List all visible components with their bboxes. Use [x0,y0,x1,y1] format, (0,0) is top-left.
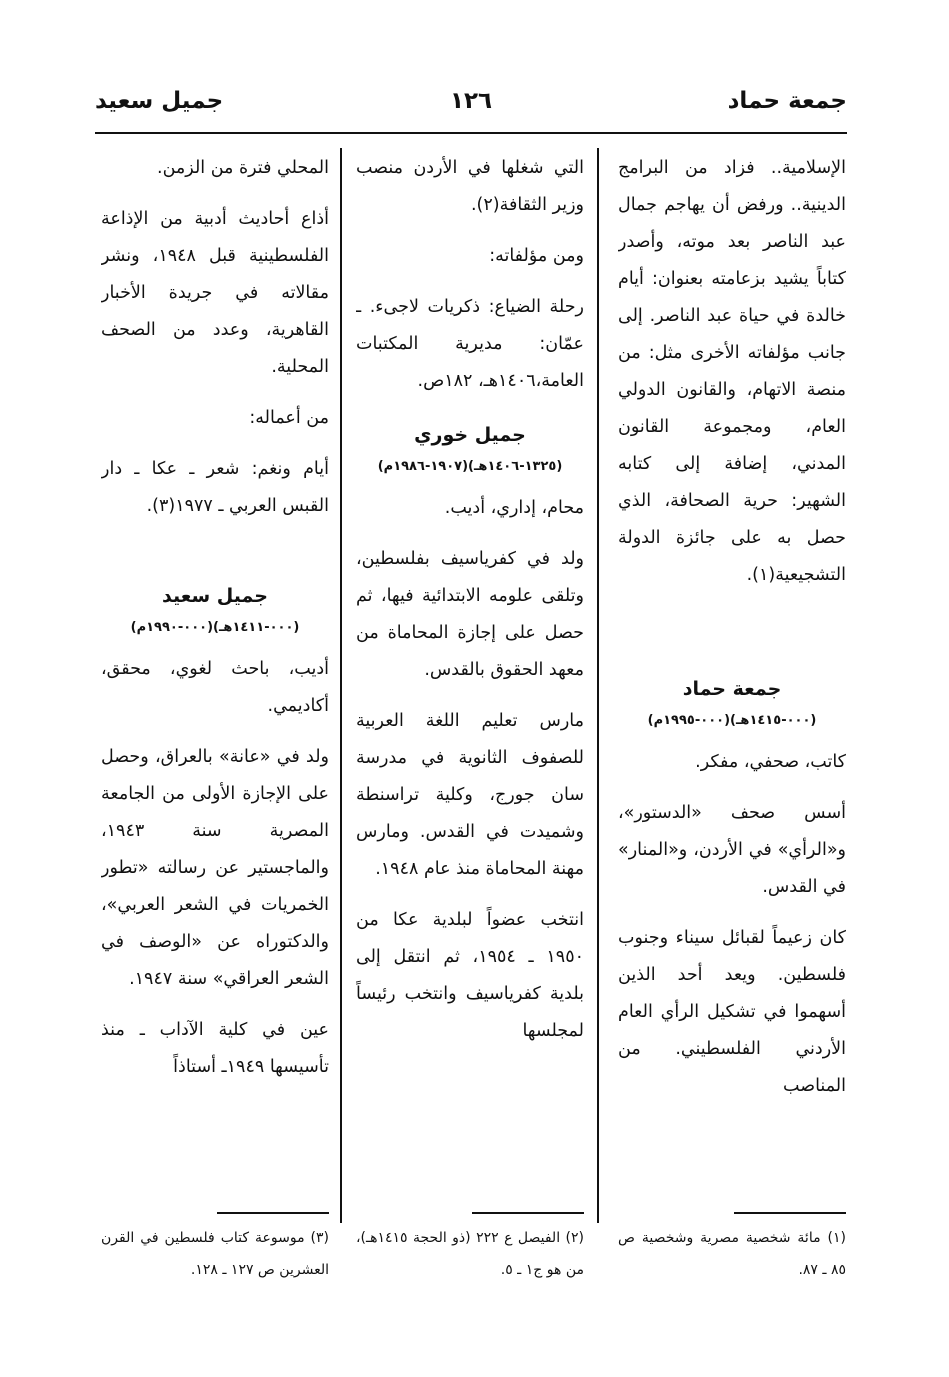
column-right [618,150,846,1240]
footnote-text: (٢) الفيصل ع ٢٢٢ (ذو الحجة ١٤١٥هـ)، من هو ج١ ـ ٥. [356,1230,584,1278]
page-number: ١٢٦ [449,88,493,114]
header-rule [95,132,847,134]
footnote-rule [217,1212,329,1214]
footnote-rule [734,1212,846,1214]
footnote-rule [472,1212,584,1214]
column-divider [340,148,342,1223]
paragraph: أذاع أحاديث أدبية من الإذاعة الفلسطينية قبل ١٩٤٨، ونشر مقالاته في جريدة الأخبار القاهرية، وعدد من الصحف المحلية. [101,209,329,377]
paragraph: أديب، باحث لغوي، محقق، أكاديمي. [101,659,329,716]
paragraph: أيام ونغم: شعر ـ عكا ـ دار القبس العربي ـ ١٩٧٧(٣). [101,459,329,516]
paragraph: انتخب عضواً لبلدية عكا من ١٩٥٠ ـ ١٩٥٤، ثم انتقل إلى بلدية كفرياسيف وانتخب رئيساً لمجلسها [356,910,584,1041]
column-left [101,150,329,1240]
spacer [618,608,846,654]
paragraph: كان زعيماً لقبائل سيناء وجنوب فلسطين. ويعد أحد الذين أسهموا في تشكيل الرأي العام الأردني الفلسطيني. من المناصب [618,928,846,1096]
paragraph: الإسلامية.. فزاد من البرامج الدينية.. ورفض أن يهاجم جمال عبد الناصر بعد موته، وأصدر كتاباً يشيد بزعامته بعنوان: أيام خالدة في حياة عبد الناصر. إلى جانب مؤلفاته الأخرى مثل: من منصة الاتهام، والقانون الدولي العام، ومجموعة القانون المدني، إضافة إلى كتابه الشهير: حرية الصحافة، الذي حصل به على جائزة الدولة التشجيعية(١). [618,158,846,585]
paragraph: من أعماله: [249,408,329,428]
entry-title: جميل سعيد [162,585,268,607]
paragraph: ولد في كفرياسيف بفلسطين، وتلقى علومه الابتدائية فيها، ثم حصل على إجازة المحاماة من معهد الحقوق بالقدس. [356,549,584,680]
entry-title: جمعة حماد [682,678,782,700]
running-header [95,88,847,128]
spacer [101,539,329,561]
paragraph: محام، إداري، أديب. [444,498,584,518]
paragraph: رحلة الضياع: ذكريات لاجىء. ـ عمّان: مديرية المكتبات العامة،١٤٠٦هـ، ١٨٢ص. [356,297,584,391]
entry-dates: (٠٠٠-١٤١٥هـ)(٠٠٠-١٩٩٥م) [647,713,817,728]
paragraph: عين في كلية الآداب ـ منذ تأسيسها ١٩٤٩ـ أستاذاً [101,1020,329,1077]
entry-dates: (٠٠٠-١٤١١هـ)(٠٠٠-١٩٩٠م) [130,620,300,635]
entry-dates: (١٣٢٥-١٤٠٦هـ)(١٩٠٧-١٩٨٦م) [377,459,563,474]
footnote-text: (١) مائة شخصية مصرية وشخصية ص ٨٥ ـ ٨٧. [618,1230,846,1278]
entry-title: جميل خوري [414,424,526,446]
paragraph: ومن مؤلفاته: [489,246,584,266]
footnote-middle [356,1212,584,1286]
footnote-right [618,1212,846,1286]
header-left-name: جميل سعيد [95,88,224,114]
column-divider [597,148,599,1223]
column-middle [356,150,584,1240]
paragraph: التي شغلها في الأردن منصب وزير الثقافة(٢). [356,158,584,215]
header-right-name: جمعة حماد [727,88,847,114]
paragraph: ولد في «عانة» بالعراق، وحصل على الإجازة الأولى من الجامعة المصرية سنة ١٩٤٣، والماجستير عن رسالته «تطور الخمريات في الشعر العربي»، والدكتوراه عن «الوصف في الشعر العراقي» سنة ١٩٤٧. [101,747,329,989]
footnote-left [101,1212,329,1286]
paragraph: أسس صحف «الدستور»، و«الرأي» في الأردن، و«المنار» في القدس. [618,803,846,897]
paragraph: مارس تعليم اللغة العربية للصفوف الثانوية في مدرسة سان جورج، وكلية تراسنطة وشميدت في القدس. ومارس مهنة المحاماة منذ عام ١٩٤٨. [356,711,584,879]
paragraph: كاتب، صحفي، مفكر. [695,752,846,772]
footnote-text: (٣) موسوعة كتاب فلسطين في القرن العشرين ص ١٢٧ ـ ١٢٨. [101,1230,329,1278]
paragraph: المحلي فترة من الزمن. [157,158,329,178]
